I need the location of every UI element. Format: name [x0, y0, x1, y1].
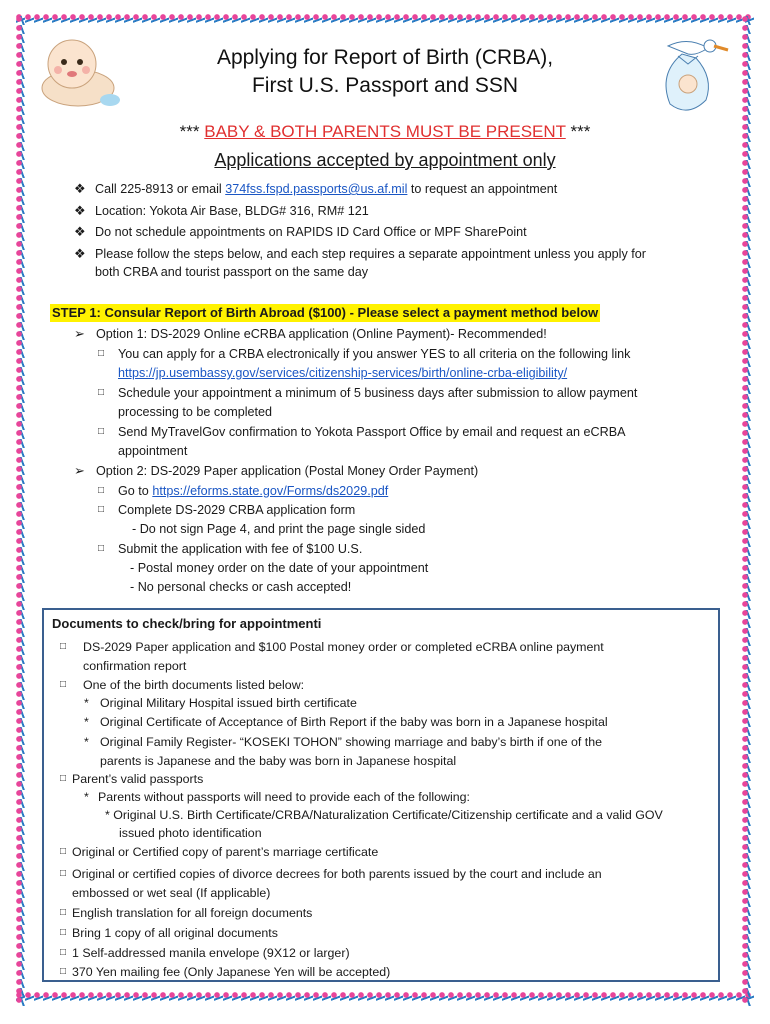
- asterisk-bullet: *: [84, 790, 89, 804]
- bullet-no-rapids: Do not schedule appointments on RAPIDS ID Card Office or MPF SharePoint: [95, 225, 527, 239]
- asterisk-bullet: *: [84, 735, 89, 749]
- diamond-bullet-icon: ❖: [74, 246, 86, 261]
- doc-manila-envelope: 1 Self-addressed manila envelope (9X12 or larger): [72, 946, 350, 960]
- page-title-line-2: First U.S. Passport and SSN: [251, 74, 519, 97]
- checkbox-icon: □: [98, 387, 105, 398]
- asterisk-bullet: *: [84, 696, 89, 710]
- checkbox-icon: □: [98, 348, 105, 359]
- option2-money-order: - Postal money order on the date of your appointment: [130, 561, 429, 575]
- checkbox-icon: □: [98, 504, 105, 515]
- doc-parents-passports: Parent’s valid passports: [72, 772, 204, 786]
- bullet-call-email: [95, 180, 557, 198]
- presence-notice: [0, 122, 770, 142]
- checkbox-icon: □: [98, 426, 105, 437]
- doc-mailing-fee: 370 Yen mailing fee (Only Japanese Yen will be accepted): [72, 965, 391, 979]
- diamond-bullet-icon: ❖: [74, 181, 86, 196]
- doc-koseki-l1: Original Family Register- “KOSEKI TOHON” showing marriage and baby’s birth if one of the: [100, 735, 603, 749]
- doc-birth-certificate-gov-l1: * Original U.S. Birth Certificate/CRBA/Naturalization Certificate/Citizenship certificate and a valid GOV: [105, 808, 663, 822]
- email-link[interactable]: 374fss.fspd.passports@us.af.mil: [225, 182, 408, 196]
- ds2029-pdf-link[interactable]: https://eforms.state.gov/Forms/ds2029.pdf: [152, 484, 389, 498]
- goto-text: Go to: [118, 484, 153, 498]
- checkbox-icon: □: [60, 907, 67, 918]
- doc-divorce-decrees-l2: embossed or wet seal (If applicable): [72, 886, 271, 900]
- stars-left: ***: [179, 122, 200, 141]
- option1-send-l2: appointment: [118, 444, 188, 458]
- option2-no-checks: - No personal checks or cash accepted!: [130, 580, 352, 594]
- doc-ds2029-l2: confirmation report: [83, 659, 187, 673]
- checkbox-icon: □: [60, 641, 67, 652]
- both-parents-present-text: BABY & BOTH PARENTS MUST BE PRESENT: [204, 122, 566, 141]
- diamond-bullet-icon: ❖: [74, 224, 86, 239]
- doc-marriage-certificate: Original or Certified copy of parent’s marriage certificate: [72, 845, 379, 859]
- doc-birth-certificate-gov-l2: issued photo identification: [119, 826, 262, 840]
- bullet-follow-steps-l2: both CRBA and tourist passport on the same day: [95, 265, 369, 279]
- doc-ds2029-l1: DS-2029 Paper application and $100 Postal money order or completed eCRBA online payment: [83, 640, 604, 654]
- option1-send-l1: Send MyTravelGov confirmation to Yokota Passport Office by email and request an eCRBA: [118, 425, 626, 439]
- doc-certificate-acceptance: Original Certificate of Acceptance of Birth Report if the baby was born in a Japanese hospital: [100, 715, 608, 729]
- bullet-call-text: Call 225-8913 or email: [95, 182, 226, 196]
- checkbox-icon: □: [60, 947, 67, 958]
- option2-do-not-sign: - Do not sign Page 4, and print the page single sided: [132, 522, 426, 536]
- asterisk-bullet: *: [84, 715, 89, 729]
- page-title-line-1: Applying for Report of Birth (CRBA),: [216, 46, 554, 69]
- documents-title: Documents to check/bring for appointmenti: [52, 616, 322, 631]
- decorative-border-bottom: [16, 990, 754, 1006]
- option1-label: Option 1: DS-2029 Online eCRBA application (Online Payment)- Recommended!: [96, 327, 547, 341]
- appointment-only-heading: Applications accepted by appointment only: [214, 150, 556, 170]
- option2-complete-form: Complete DS-2029 CRBA application form: [118, 503, 356, 517]
- bullet-location: Location: Yokota Air Base, BLDG# 316, RM# 121: [95, 204, 369, 218]
- decorative-border-top: [16, 12, 754, 28]
- checkbox-icon: □: [60, 679, 67, 690]
- eligibility-link[interactable]: https://jp.usembassy.gov/services/citizenship-services/birth/online-crba-eligibility/: [118, 366, 568, 380]
- arrow-bullet-icon: ➢: [74, 463, 85, 478]
- diamond-bullet-icon: ❖: [74, 203, 86, 218]
- option2-label: Option 2: DS-2029 Paper application (Postal Money Order Payment): [96, 464, 479, 478]
- doc-divorce-decrees-l1: Original or certified copies of divorce decrees for both parents issued by the court and include an: [72, 867, 602, 881]
- checkbox-icon: □: [60, 927, 67, 938]
- checkbox-icon: □: [60, 966, 67, 977]
- option1-criteria-text: You can apply for a CRBA electronically if you answer YES to all criteria on the following link: [118, 347, 631, 361]
- checkbox-icon: □: [60, 773, 67, 784]
- option1-schedule-l1: Schedule your appointment a minimum of 5 business days after submission to allow payment: [118, 386, 638, 400]
- stars-right: ***: [570, 122, 591, 141]
- bullet-call-suffix: to request an appointment: [407, 182, 558, 196]
- doc-copy-originals: Bring 1 copy of all original documents: [72, 926, 278, 940]
- doc-koseki-l2: parents is Japanese and the baby was born in Japanese hospital: [100, 754, 457, 768]
- doc-parents-without-passports: Parents without passports will need to provide each of the following:: [98, 790, 470, 804]
- checkbox-icon: □: [98, 485, 105, 496]
- arrow-bullet-icon: ➢: [74, 326, 85, 341]
- option2-goto: [118, 482, 388, 500]
- doc-english-translation: English translation for all foreign documents: [72, 906, 313, 920]
- option2-submit-fee: Submit the application with fee of $100 U.S.: [118, 542, 363, 556]
- doc-military-hospital: Original Military Hospital issued birth certificate: [100, 696, 357, 710]
- checkbox-icon: □: [60, 846, 67, 857]
- doc-birth-documents: One of the birth documents listed below:: [83, 678, 305, 692]
- option1-schedule-l2: processing to be completed: [118, 405, 273, 419]
- bullet-follow-steps-l1: Please follow the steps below, and each step requires a separate appointment unless you apply for: [95, 247, 646, 261]
- checkbox-icon: □: [60, 868, 67, 879]
- step1-heading: STEP 1: Consular Report of Birth Abroad ($100) - Please select a payment method below: [52, 305, 599, 320]
- checkbox-icon: □: [98, 543, 105, 554]
